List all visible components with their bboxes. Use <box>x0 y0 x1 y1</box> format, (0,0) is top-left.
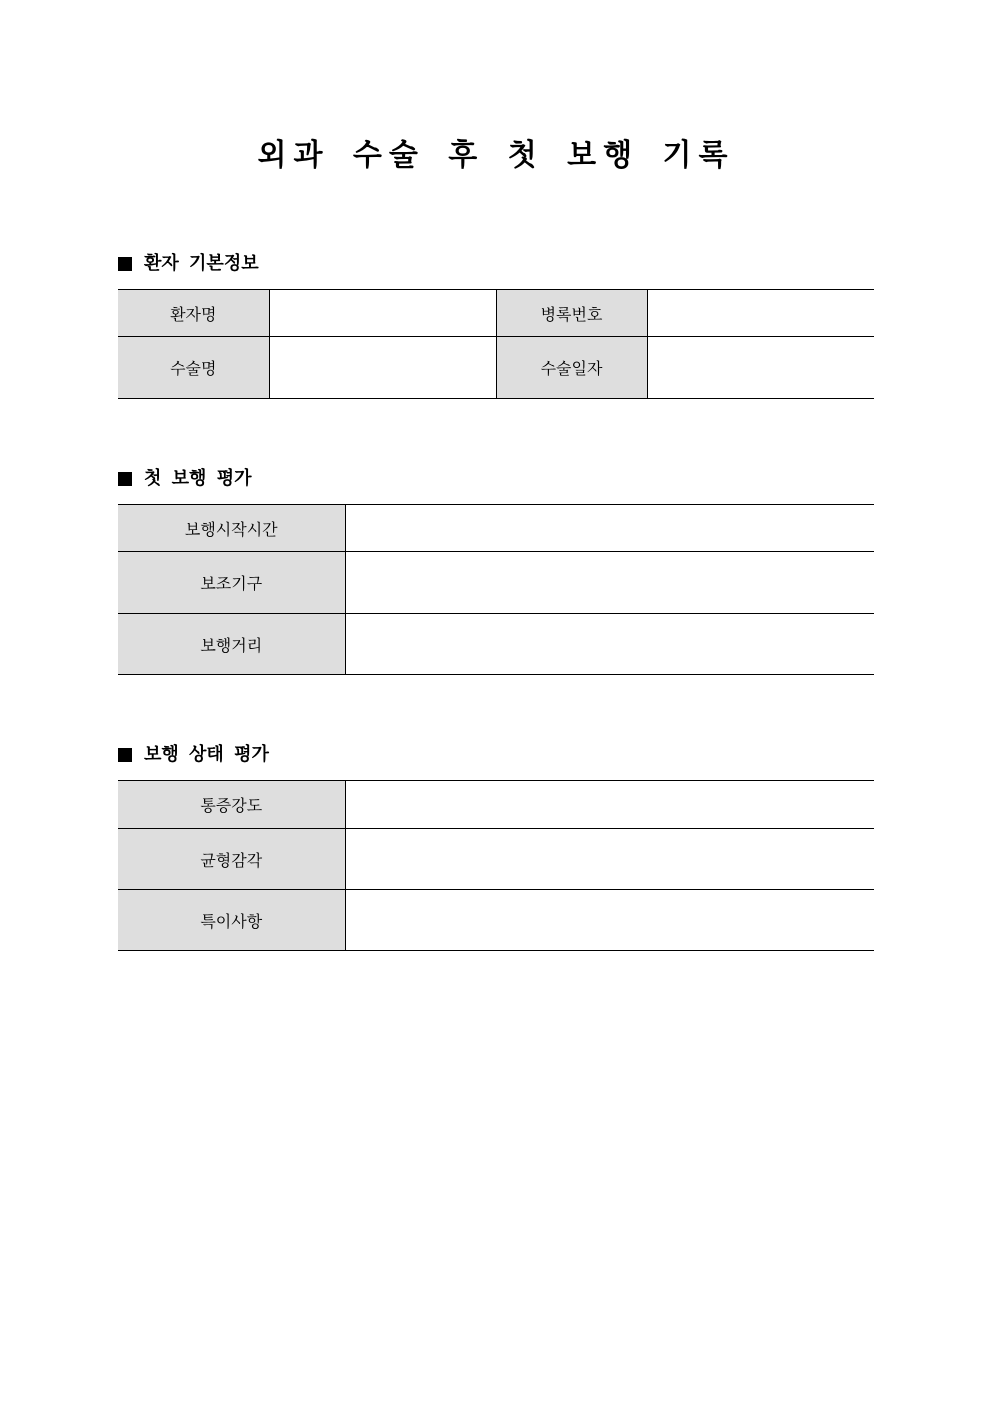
table-row <box>118 614 874 675</box>
section-heading-text: 첫 보행 평가 <box>144 468 252 489</box>
page-title: 외과 수술 후 첫 보행 기록 <box>257 138 735 173</box>
table-row <box>118 337 874 399</box>
balance-field[interactable] <box>345 829 874 890</box>
section-heading-text: 보행 상태 평가 <box>144 744 269 765</box>
surgery-name-label: 수술명 <box>118 337 269 399</box>
assistive-device-field[interactable] <box>345 552 874 614</box>
ward-number-field[interactable] <box>647 290 874 337</box>
surgery-name-field[interactable] <box>269 337 496 399</box>
table-row <box>118 290 874 337</box>
remarks-field[interactable] <box>345 890 874 951</box>
section-heading-walk-status <box>118 743 269 767</box>
black-square-bullet-icon <box>118 257 132 271</box>
walk-start-time-label: 보행시작시간 <box>118 505 345 552</box>
table-row <box>118 505 874 552</box>
black-square-bullet-icon <box>118 472 132 486</box>
patient-name-label: 환자명 <box>118 290 269 337</box>
pain-level-field[interactable] <box>345 781 874 829</box>
section-heading-text: 환자 기본정보 <box>144 253 259 274</box>
black-square-bullet-icon <box>118 748 132 762</box>
table-row <box>118 829 874 890</box>
table-row <box>118 781 874 829</box>
balance-label: 균형감각 <box>118 829 345 890</box>
patient-name-field[interactable] <box>269 290 496 337</box>
walk-status-table <box>118 780 874 951</box>
section-heading-first-walk <box>118 467 251 491</box>
patient-info-table <box>118 289 874 399</box>
surgery-date-field[interactable] <box>647 337 874 399</box>
surgery-date-label: 수술일자 <box>496 337 647 399</box>
walk-distance-label: 보행거리 <box>118 614 345 675</box>
table-row <box>118 890 874 951</box>
walk-start-time-field[interactable] <box>345 505 874 552</box>
remarks-label: 특이사항 <box>118 890 345 951</box>
ward-number-label: 병록번호 <box>496 290 647 337</box>
first-walk-table <box>118 504 874 675</box>
pain-level-label: 통증강도 <box>118 781 345 829</box>
table-row <box>118 552 874 614</box>
walk-distance-field[interactable] <box>345 614 874 675</box>
section-heading-patient-info <box>118 252 259 276</box>
assistive-device-label: 보조기구 <box>118 552 345 614</box>
